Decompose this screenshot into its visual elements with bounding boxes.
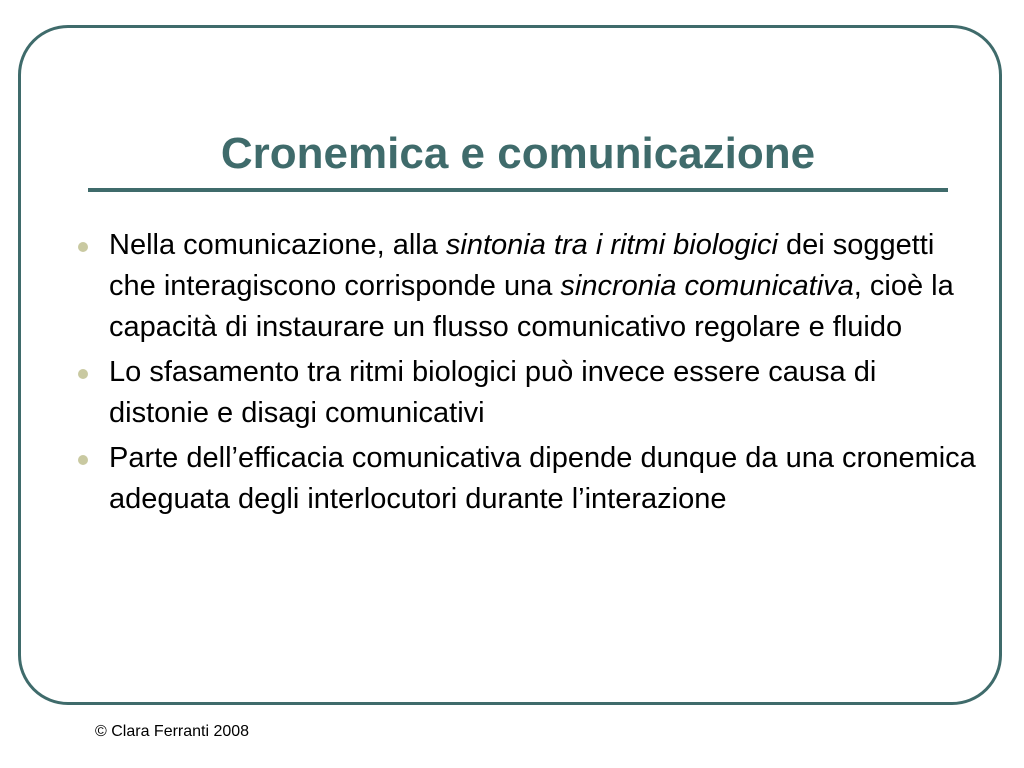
- bullet-text: Lo sfasamento tra ritmi biologici può invece essere causa di distonie e disagi comunicativi: [109, 356, 877, 429]
- copyright-footer: © Clara Ferranti 2008: [95, 723, 250, 740]
- bullet-dot-icon: [78, 242, 88, 252]
- bullet-dot-icon: [78, 369, 88, 379]
- bullet-text: dei soggetti che interagiscono corrisponde una: [109, 229, 935, 302]
- bullet-item: [78, 352, 978, 434]
- title-divider: [88, 188, 948, 192]
- bullet-dot-icon: [78, 455, 88, 465]
- bullet-text: Nella comunicazione, alla: [109, 229, 446, 261]
- bullet-text: Parte dell’efficacia comunicativa dipende dunque da una cronemica adeguata degli interlocutori durante l’interazione: [109, 442, 976, 515]
- bullet-item: [78, 438, 978, 520]
- slide-title: Cronemica e comunicazione: [220, 129, 816, 178]
- bullet-text: , cioè la capacità di instaurare un flusso comunicativo regolare e fluido: [109, 270, 954, 343]
- bullet-emphasis: sintonia tra i ritmi biologici: [445, 229, 778, 261]
- bullet-emphasis: sincronia comunicativa: [560, 270, 854, 302]
- bullet-item: [78, 225, 978, 348]
- bullet-list: [78, 225, 978, 524]
